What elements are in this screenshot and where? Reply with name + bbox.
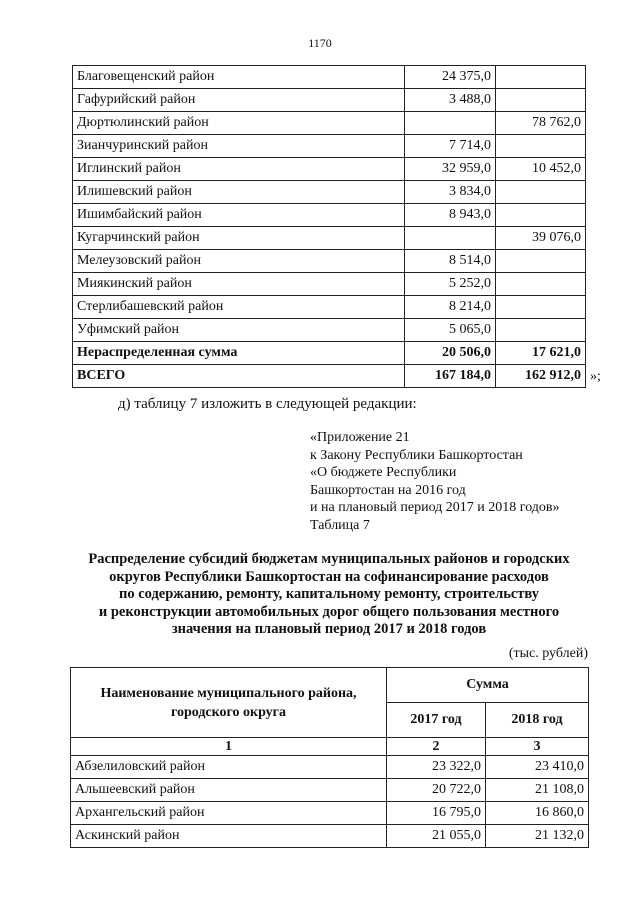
value-2017: 3 834,0 [405, 181, 496, 204]
value-2017: 21 055,0 [387, 825, 486, 848]
subsidy-table [70, 667, 589, 848]
value-2017: 8 943,0 [405, 204, 496, 227]
value-2018 [496, 250, 586, 273]
col-number: 1 [71, 738, 387, 756]
district-name: ВСЕГО [73, 365, 405, 388]
district-name: Стерлибашевский район [73, 296, 405, 319]
value-2017: 7 714,0 [405, 135, 496, 158]
amendment-paragraph: д) таблицу 7 изложить в следующей редакции: [118, 396, 417, 412]
value-2017: 24 375,0 [405, 66, 496, 89]
appendix-line: «Приложение 21 [310, 430, 410, 445]
value-2018: 162 912,0 [496, 365, 586, 388]
district-name: Кугарчинский район [73, 227, 405, 250]
title-line: и реконструкции автомобильных дорог общего пользования местного [98, 603, 560, 620]
value-2017: 5 065,0 [405, 319, 496, 342]
table-row [73, 135, 586, 158]
district-name: Дюртюлинский район [73, 112, 405, 135]
value-2017: 16 795,0 [387, 802, 486, 825]
table-row [73, 296, 586, 319]
column-number-row [71, 738, 589, 756]
value-2017: 32 959,0 [405, 158, 496, 181]
table-row [71, 779, 589, 802]
header-name: Наименование муниципального района, городского округа [71, 668, 387, 738]
value-2018: 78 762,0 [496, 112, 586, 135]
continued-subsidy-table [72, 65, 586, 388]
district-name: Ишимбайский район [73, 204, 405, 227]
value-2018: 21 108,0 [486, 779, 589, 802]
table-row [73, 273, 586, 296]
value-2018 [496, 273, 586, 296]
district-name: Миякинский район [73, 273, 405, 296]
appendix-line: Таблица 7 [310, 517, 370, 533]
district-name: Абзелиловский район [71, 756, 387, 779]
title-line: по содержанию, ремонту, капитальному ремонту, строительству [118, 586, 540, 602]
appendix-reference [310, 429, 560, 534]
value-2018 [496, 135, 586, 158]
value-2018: 17 621,0 [496, 342, 586, 365]
district-name: Нераспределенная сумма [73, 342, 405, 365]
table-row [73, 66, 586, 89]
value-2017: 8 214,0 [405, 296, 496, 319]
title-line: Распределение субсидий бюджетам муниципальных районов и городских [88, 551, 570, 567]
table-row [71, 756, 589, 779]
value-2018 [496, 319, 586, 342]
value-2018: 39 076,0 [496, 227, 586, 250]
table-row [73, 89, 586, 112]
header-2017: 2017 год [387, 703, 486, 738]
table-row [71, 802, 589, 825]
value-2017 [405, 227, 496, 250]
title-line: значения на плановый период 2017 и 2018 годов [171, 621, 487, 637]
value-2018 [496, 296, 586, 319]
value-2017: 20 722,0 [387, 779, 486, 802]
district-name: Мелеузовский район [73, 250, 405, 273]
appendix-line: к Закону Республики Башкортостан [310, 447, 523, 463]
value-2018: 21 132,0 [486, 825, 589, 848]
table-row [73, 319, 586, 342]
table-title [70, 551, 588, 639]
appendix-line: Башкортостан на 2016 год [310, 482, 466, 498]
value-2018: 10 452,0 [496, 158, 586, 181]
table-total-row [73, 342, 586, 365]
district-name: Уфимский район [73, 319, 405, 342]
value-2017: 23 322,0 [387, 756, 486, 779]
value-2018 [496, 66, 586, 89]
district-name: Альшеевский район [71, 779, 387, 802]
table-row [71, 825, 589, 848]
table-row [73, 227, 586, 250]
appendix-line: и на плановый период 2017 и 2018 годов» [310, 500, 560, 515]
table-row [73, 158, 586, 181]
district-name: Гафурийский район [73, 89, 405, 112]
value-2017: 167 184,0 [405, 365, 496, 388]
table-row [73, 181, 586, 204]
appendix-line: «О бюджете Республики [310, 465, 457, 480]
header-sum: Сумма [387, 668, 589, 703]
col-number: 3 [486, 738, 589, 756]
value-2018 [496, 204, 586, 227]
district-name: Зианчуринский район [73, 135, 405, 158]
units-label: (тыс. рублей) [508, 646, 588, 661]
value-2017: 5 252,0 [405, 273, 496, 296]
table-row [73, 112, 586, 135]
table-row [73, 204, 586, 227]
value-2017 [405, 112, 496, 135]
value-2017: 20 506,0 [405, 342, 496, 365]
value-2018: 23 410,0 [486, 756, 589, 779]
value-2018 [496, 181, 586, 204]
table-row [73, 250, 586, 273]
value-2017: 8 514,0 [405, 250, 496, 273]
table-total-row [73, 365, 586, 388]
page-number: 1170 [308, 36, 332, 50]
closing-quote: »; [590, 369, 601, 384]
district-name: Иглинский район [73, 158, 405, 181]
district-name: Илишевский район [73, 181, 405, 204]
title-line: округов Республики Башкортостан на софинансирование расходов [109, 568, 549, 585]
district-name: Аскинский район [71, 825, 387, 848]
col-number: 2 [387, 738, 486, 756]
district-name: Благовещенский район [73, 66, 405, 89]
value-2018: 16 860,0 [486, 802, 589, 825]
header-2018: 2018 год [486, 703, 589, 738]
value-2017: 3 488,0 [405, 89, 496, 112]
value-2018 [496, 89, 586, 112]
district-name: Архангельский район [71, 802, 387, 825]
